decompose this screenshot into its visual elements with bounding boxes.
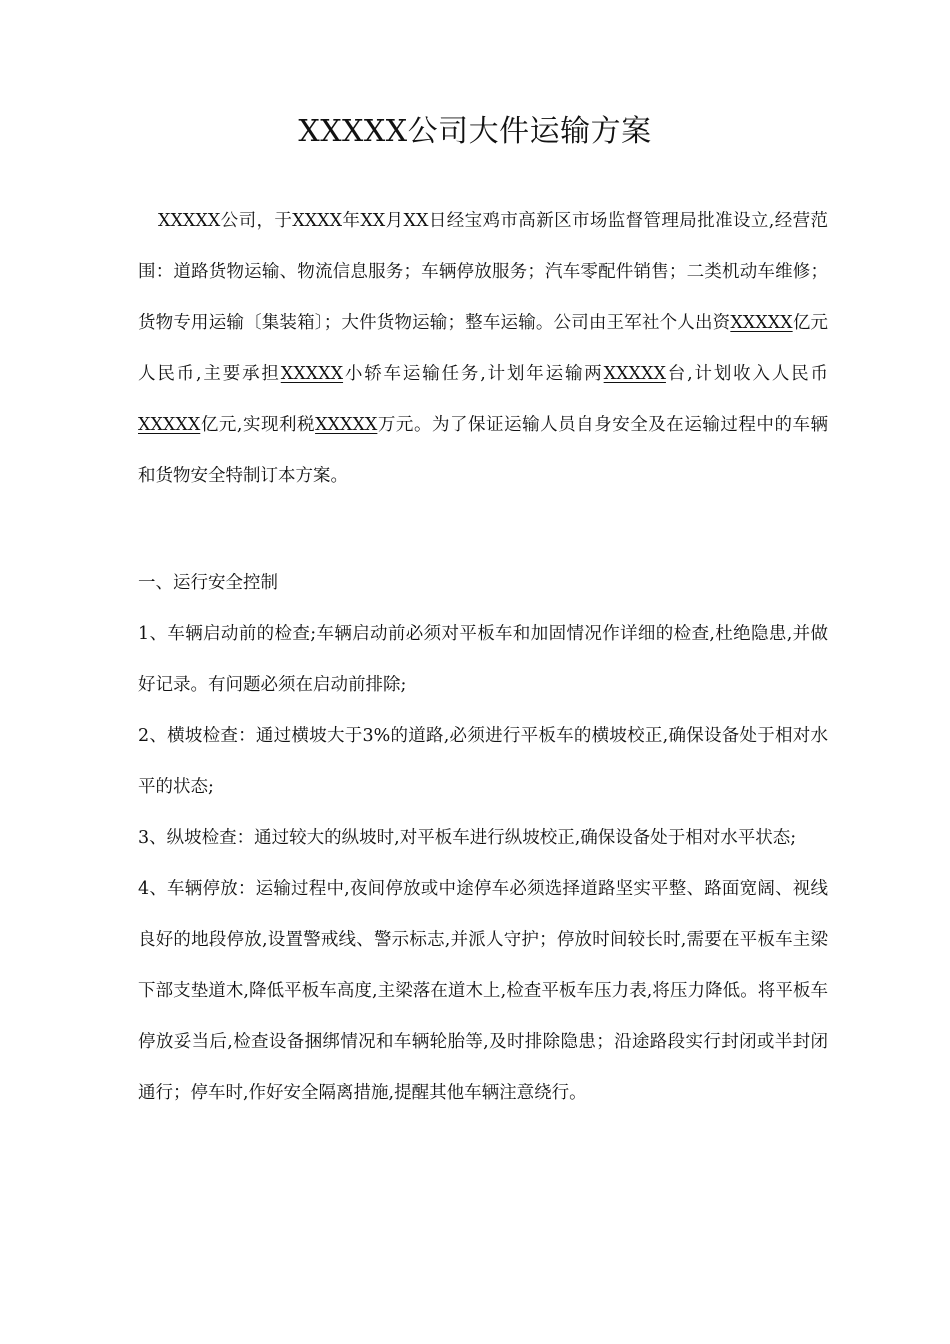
safety-item-cross-slope-check: 2、横坡检查：通过横坡大于3%的道路,必须进行平板车的横坡校正,确保设备处于相对水平的状态; [138, 726, 828, 797]
investment-amount-placeholder: XXXXX [730, 313, 793, 333]
tax-placeholder: XXXXX [315, 415, 378, 435]
intro-text-1: XXXXX公司，于XXXX年XX月XX日经宝鸡市高新区市场监督管理局批准设立,经营范围：道路货物运输、物流信息服务；车辆停放服务；汽车零配件销售；二类机动车维修；货物专用运输〔集装箱〕；大件货物运输；整车运输。公司由王军社个人出资 [138, 211, 828, 333]
intro-text-6: 万元。为了保证运输人员自身安全及在运输过程中的车辆和货物安全特制订本方案。 [138, 415, 829, 486]
safety-item-longitudinal-slope-check: 3、纵坡检查：通过较大的纵坡时,对平板车进行纵坡校正,确保设备处于相对水平状态; [138, 828, 797, 848]
vehicle-type-placeholder: XXXXX [280, 364, 344, 384]
intro-text-3: 小轿车运输任务,计划年运输两 [343, 364, 604, 384]
revenue-placeholder: XXXXX [138, 415, 201, 435]
safety-items-list [138, 609, 828, 1119]
intro-paragraph [138, 196, 828, 502]
intro-text-4: 台,计划收入人民币 [665, 364, 829, 384]
document-title: XXXXX公司大件运输方案 [298, 114, 652, 149]
safety-item-pre-start-check: 1、车辆启动前的检查;车辆启动前必须对平板车和加固情况作详细的检查,杜绝隐患,并做好记录。有问题必须在启动前排除; [138, 624, 828, 695]
intro-text-2: 亿元人民币,主要承担 [138, 313, 828, 384]
vehicle-count-placeholder: XXXXX [603, 364, 666, 384]
intro-text-5: 亿元,实现利税 [200, 415, 316, 435]
section-heading-operation-safety: 一、运行安全控制 [138, 573, 278, 593]
safety-item-vehicle-parking: 4、车辆停放：运输过程中,夜间停放或中途停车必须选择道路坚实平整、路面宽阔、视线良好的地段停放,设置警戒线、警示标志,并派人守护；停放时间较长时,需要在平板车主梁下部支垫道木,降低平板车高度,主梁落在道木上,检查平板车压力表,将压力降低。将平板车停放妥当后,检查设备捆绑情况和车辆轮胎等,及时排除隐患；沿途路段实行封闭或半封闭通行；停车时,作好安全隔离措施,提醒其他车辆注意绕行。 [138, 879, 828, 1103]
